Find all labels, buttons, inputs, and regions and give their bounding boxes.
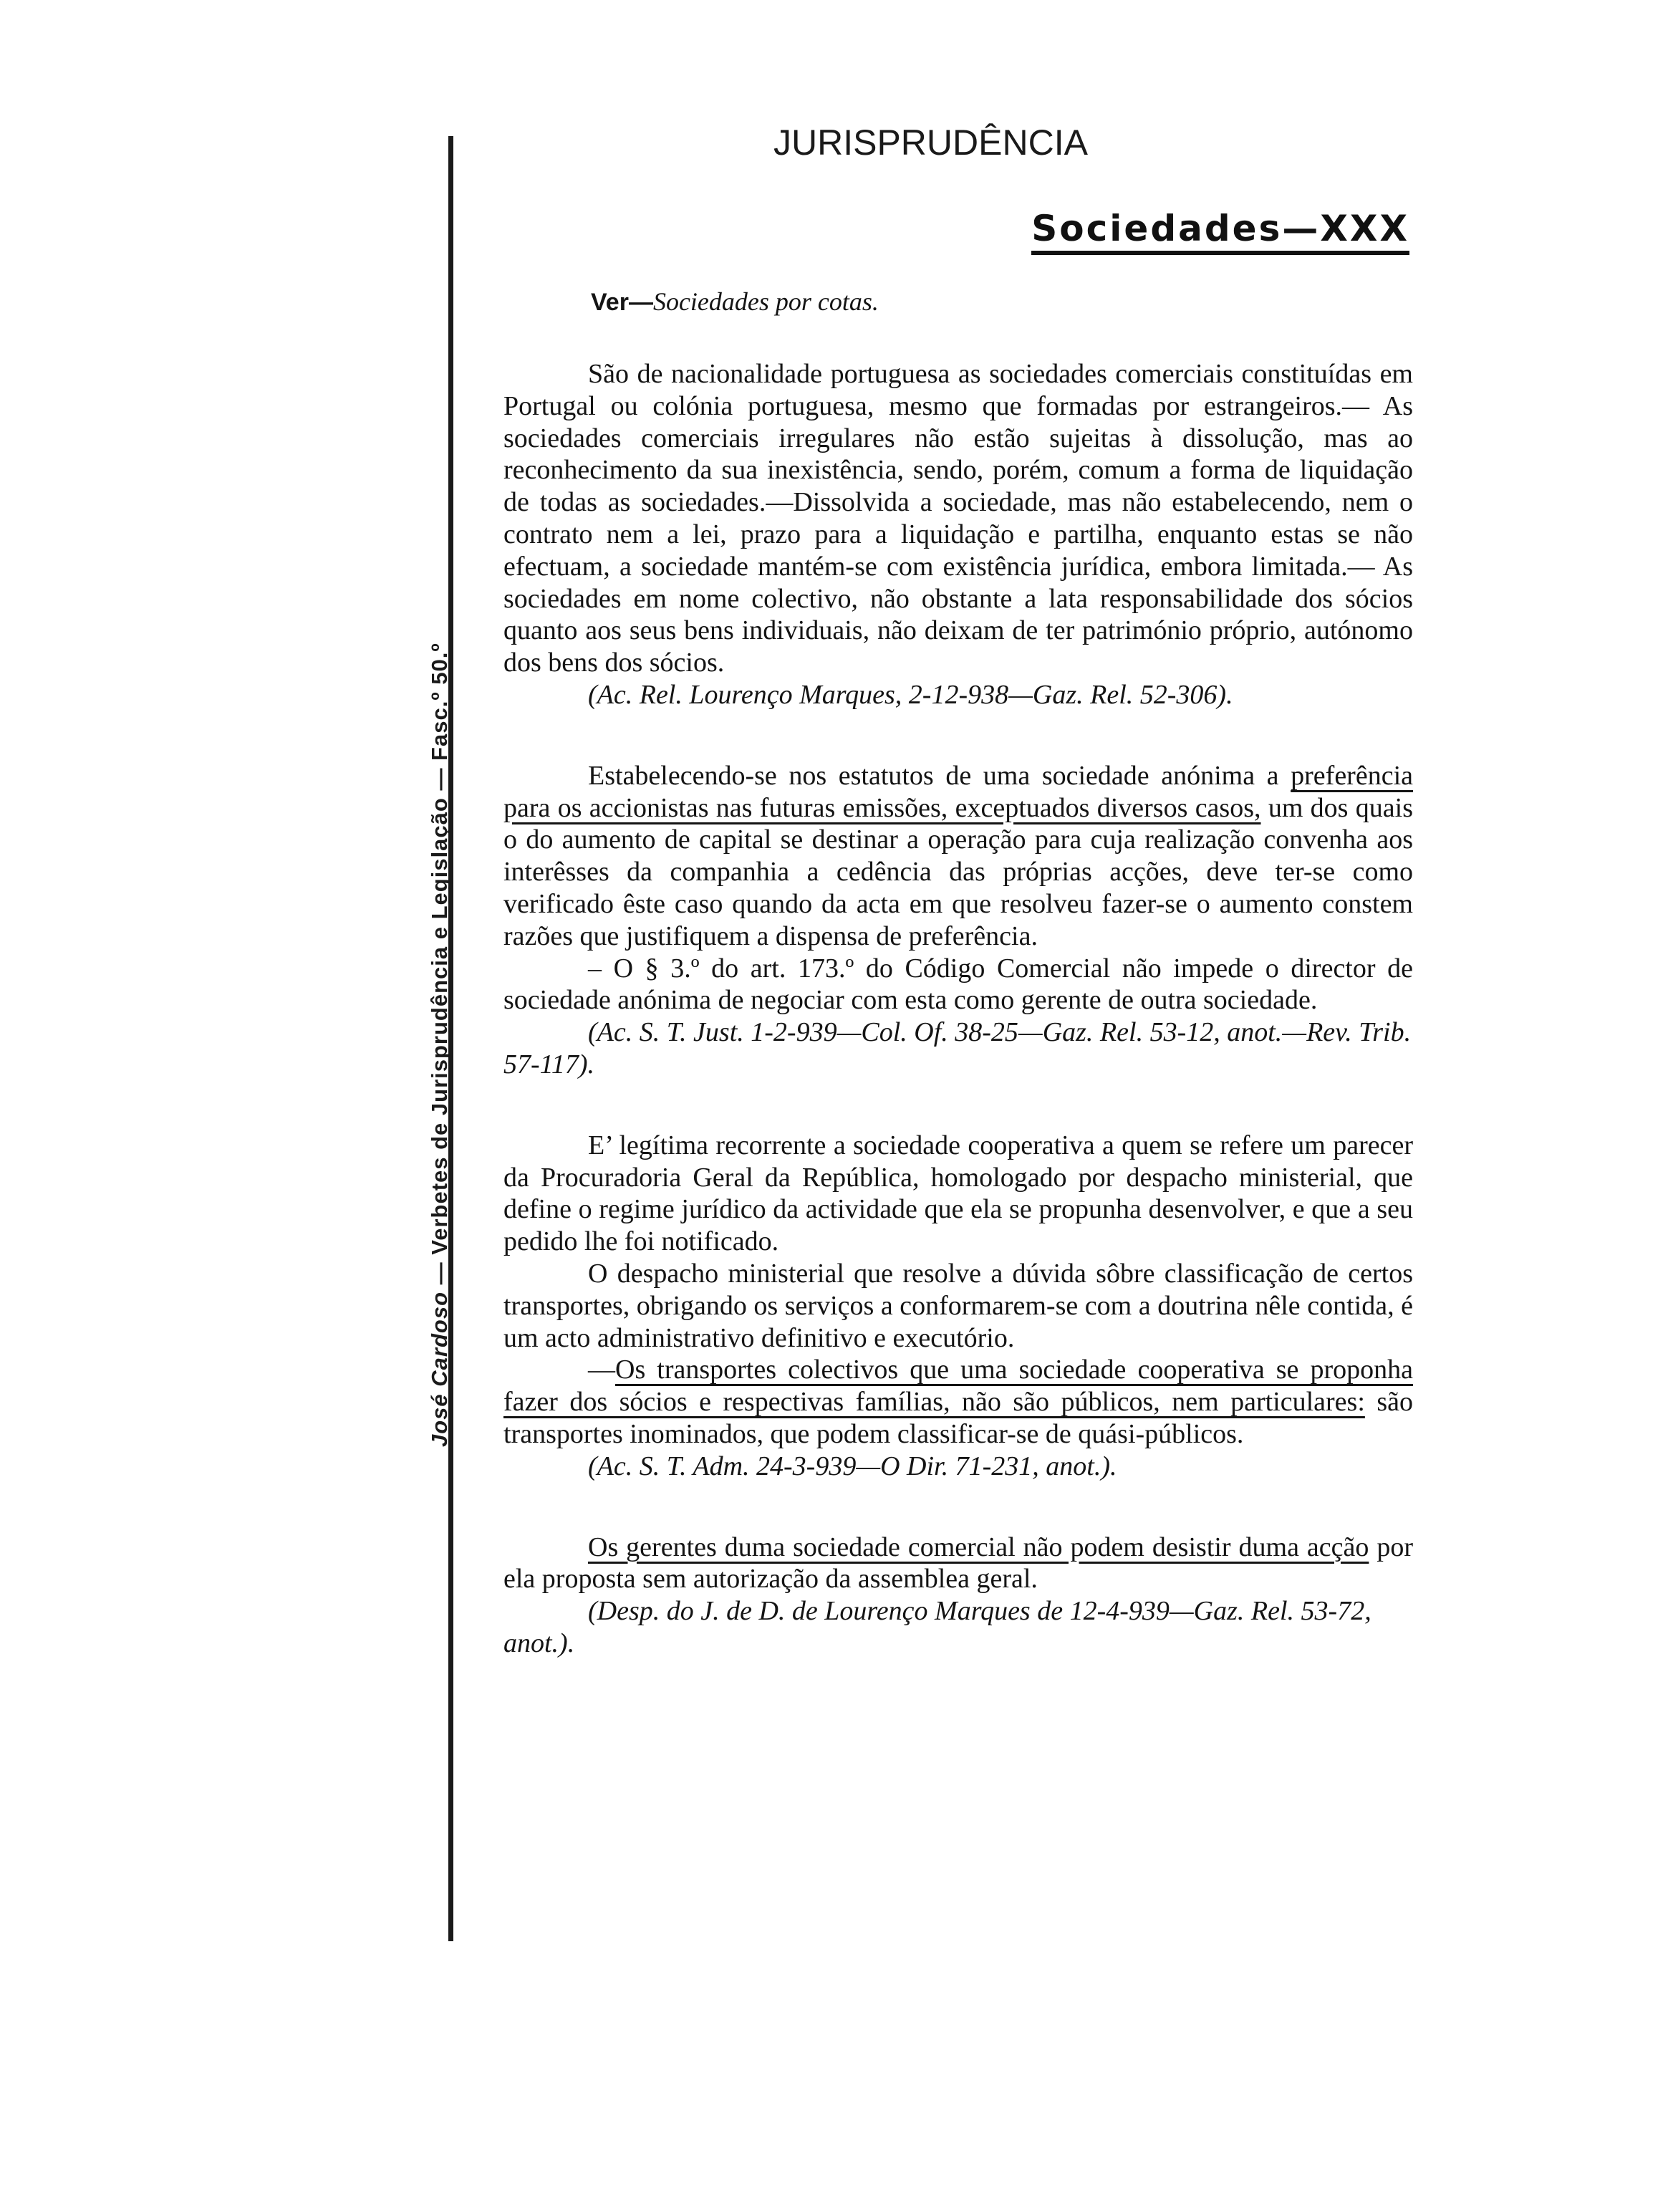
margin-caption [427,643,453,1447]
margin-author: José Cardoso [427,1291,452,1447]
entry-3-dash: — [588,1355,615,1385]
entry-4-citation: (Desp. do J. de D. de Lourenço Marques de 12-4-939—Gaz. Rel. 53-72, anot.). [503,1596,1371,1658]
entry-2 [503,760,1413,1081]
entry-2-paragraph-2: – O § 3.º do art. 173.º do Código Comercial não impede o director de sociedade anónima de negociar com esta como gerente de outra sociedade. [503,953,1413,1016]
entry-2-paragraph-1 [503,760,1413,953]
entry-3-paragraph-2: O despacho ministerial que resolve a dúvida sôbre classificação de certos transportes, obrigando os serviços a conformarem-se com a doutrina nêle contida, é um acto administrativo definitivo e executório. [503,1258,1413,1353]
entry-1 [503,358,1413,711]
entry-3-underlined-text: Os transportes colectivos que uma sociedade cooperativa se proponha fazer dos sócios e respectivas famílias, não são públicos, nem particulares: [503,1355,1413,1418]
see-also-line [591,287,879,317]
body-text [503,358,1413,1708]
entry-3-text-end: são transportes inominados, que podem classificar-se de quási-públicos. [503,1387,1413,1449]
entry-1-citation: (Ac. Rel. Lourenço Marques, 2-12-938—Gaz. Rel. 52-306). [588,679,1233,710]
section-title: Sociedades—XXX [1031,208,1409,255]
entry-4-text-end: por ela proposta sem autorização da assemblea geral. [503,1531,1413,1595]
entry-3-citation: (Ac. S. T. Adm. 24-3-939—O Dir. 71-231, anot.). [588,1451,1117,1481]
entry-3-paragraph-3 [503,1354,1413,1450]
entry-3-paragraph-1: E’ legítima recorrente a sociedade cooperativa a quem se refere um parecer da Procuradoria Geral da República, homologado por despacho ministerial, que define o regime jurídico da actividade que ela se propunha desenvolver, e que a seu pedido lhe foi notificado. [503,1130,1413,1257]
entry-2-text-start: Estabelecendo-se nos estatutos de uma sociedade anónima a [588,760,1291,791]
running-header: JURISPRUDÊNCIA [773,122,1088,163]
margin-publication: — Verbetes de Jurisprudência e Legislação — Fasc.º 50.º [427,643,452,1292]
entry-2-text-end: um dos quais o do aumento de capital se destinar a operação para cuja realização convenha aos interêsses da companhia a cedência das próprias acções, deve ter-se como verificado êste caso quando da acta em que resolveu fazer-se o aumento constem razões que justifiquem a dispensa de preferência. [503,792,1413,951]
entry-2-citation: (Ac. S. T. Just. 1-2-939—Col. Of. 38-25—Gaz. Rel. 53-12, anot.—Rev. Trib. 57-117). [503,1017,1412,1079]
see-also-reference: Sociedades por cotas. [652,287,879,316]
entry-4 [503,1531,1413,1660]
entry-1-paragraph: São de nacionalidade portuguesa as sociedades comerciais constituídas em Portugal ou colónia portuguesa, mesmo que formadas por estrangeiros.— As sociedades comerciais irregulares não estão sujeitas à dissolução, mas ao reconhecimento da sua inexistência, sendo, porém, comum a forma de liquidação de todas as sociedades.—Dissolvida a sociedade, mas não estabelecendo, nem o contrato nem a lei, prazo para a liquidação e partilha, enquanto estas se não efectuam, a sociedade mantém-se com existência jurídica, embora limitada.— As sociedades em nome colectivo, não obstante a lata responsabilidade dos sócios quanto aos seus bens individuais, não deixam de ter património próprio, autónomo dos bens dos sócios. [503,359,1413,678]
entry-4-underlined-text: Os gerentes duma sociedade comercial não podem desistir duma acção [588,1531,1369,1562]
see-also-label: Ver— [591,289,653,316]
entry-4-paragraph [503,1531,1413,1596]
entry-2-underlined-text: preferência para os accionistas nas futuras emissões, exceptuados diversos casos, [503,760,1413,823]
entry-3 [503,1130,1413,1483]
